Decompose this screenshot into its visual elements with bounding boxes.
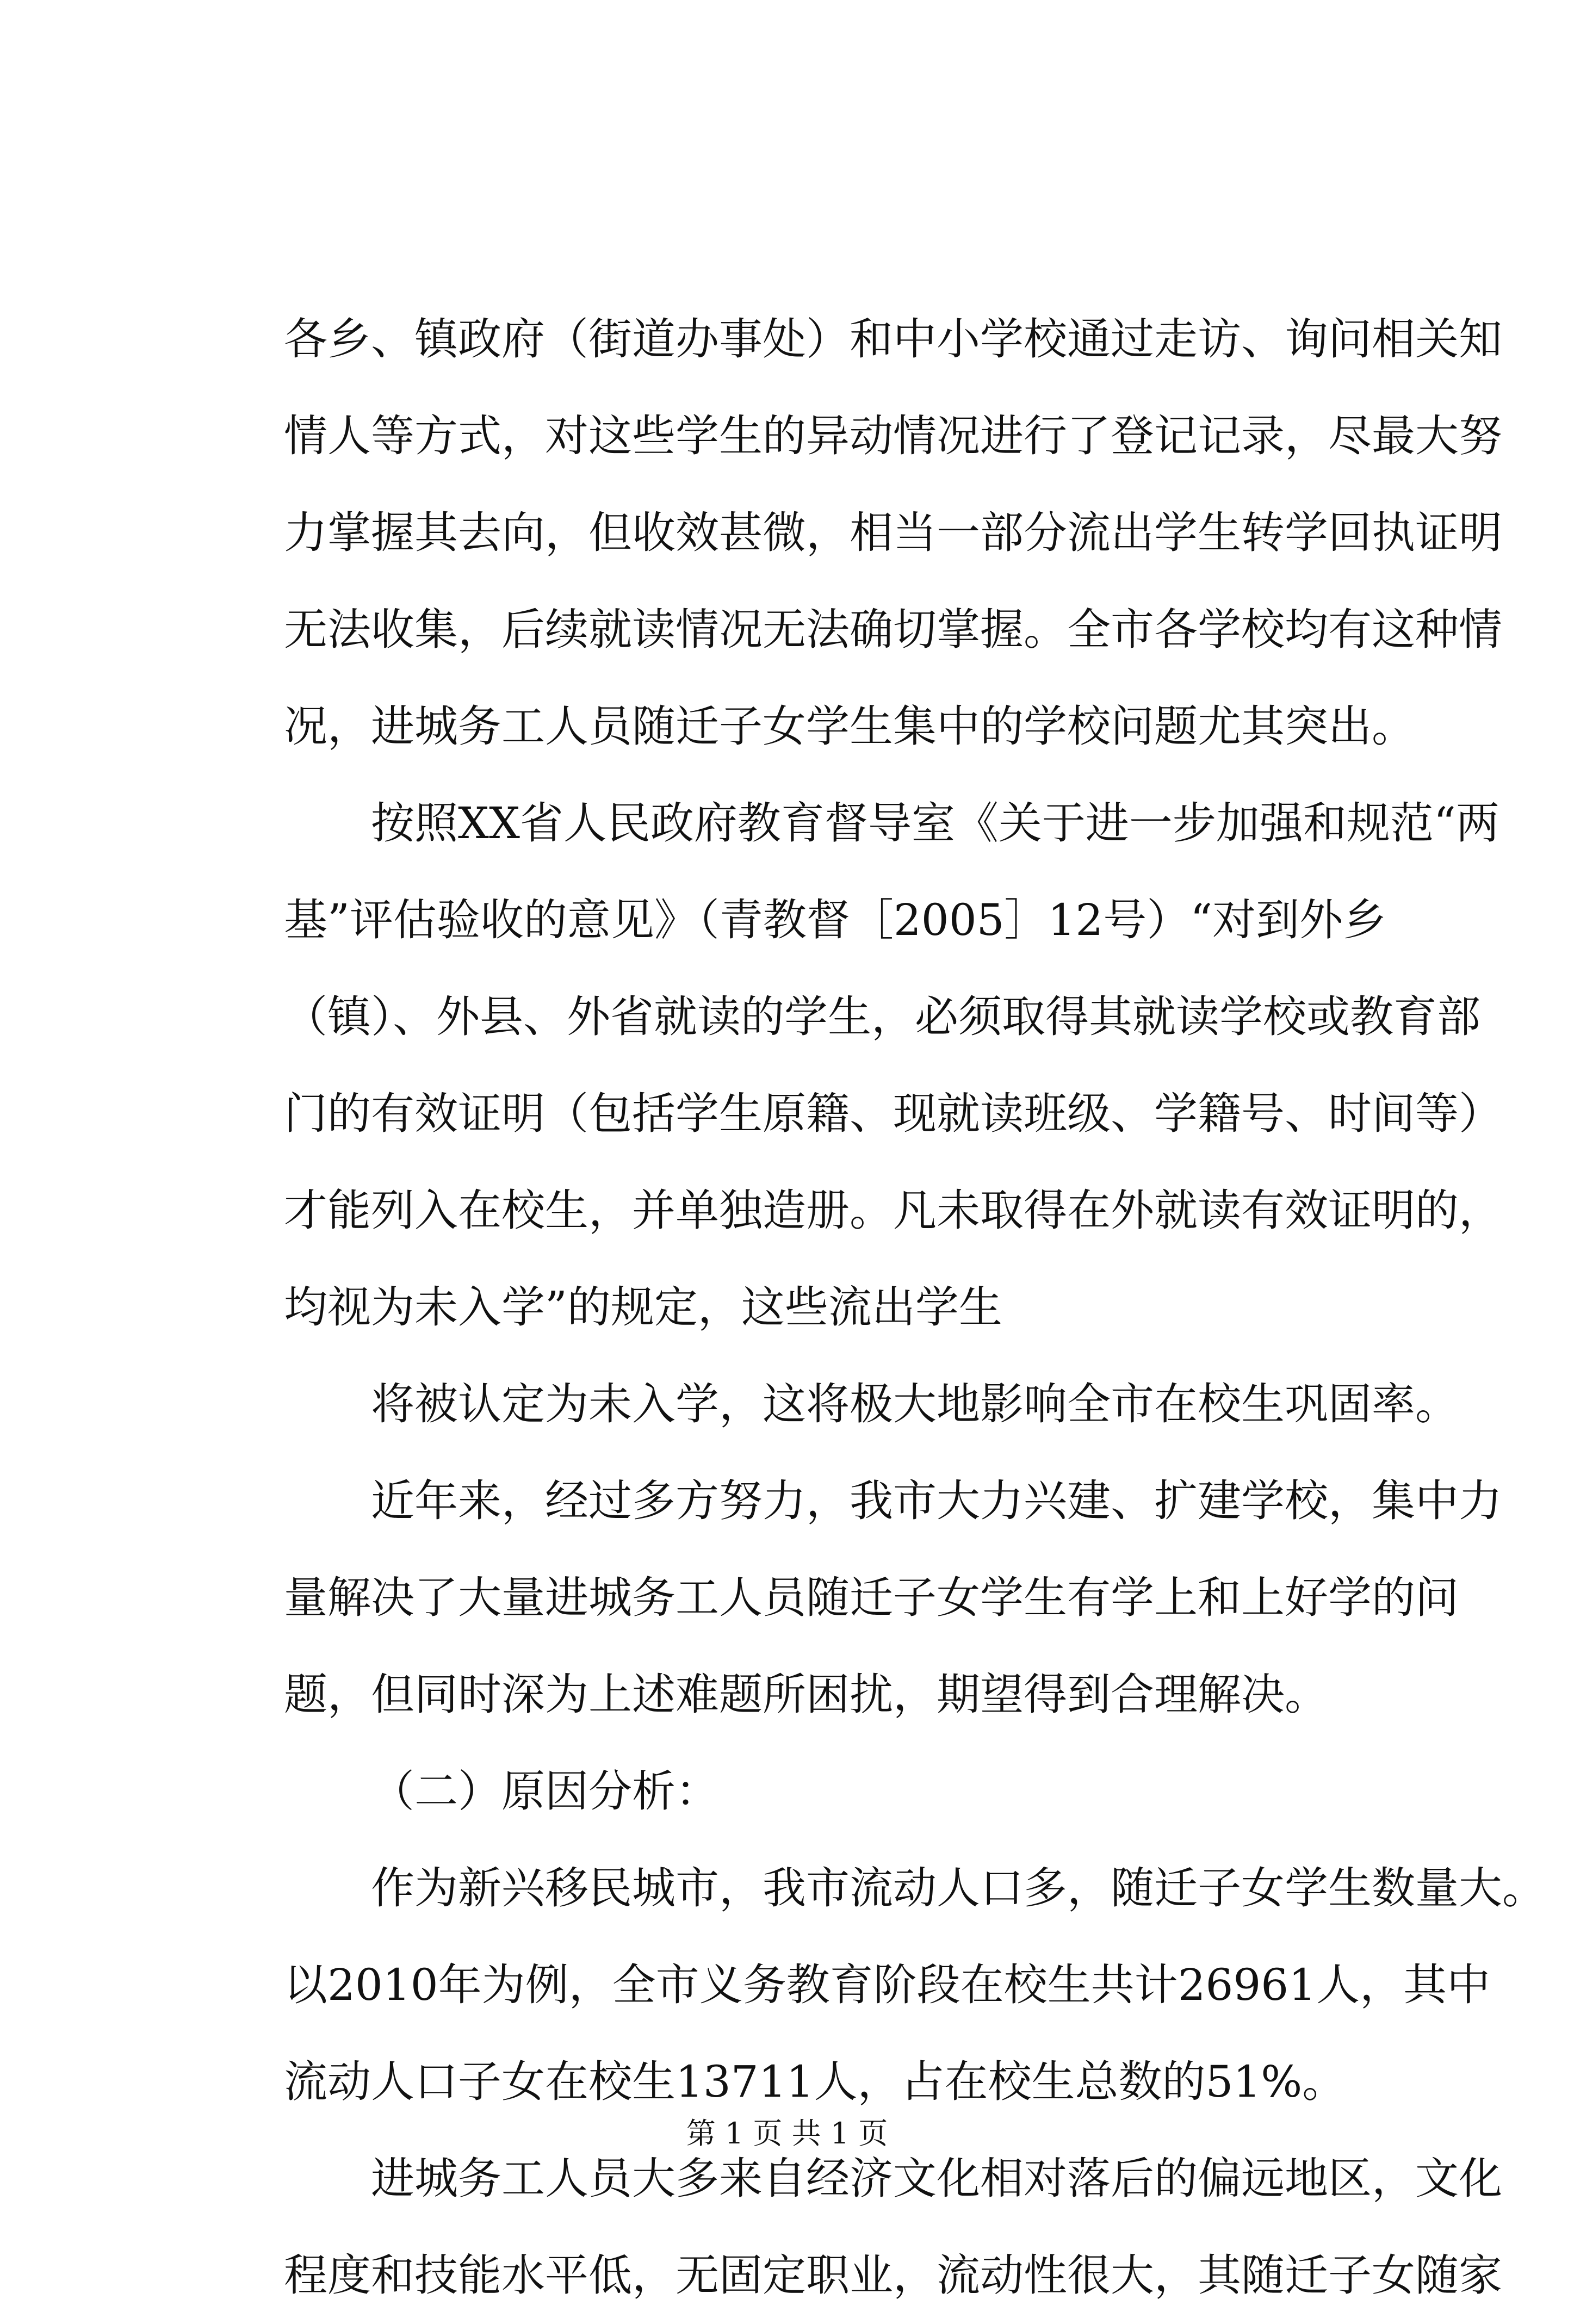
text-line: 各乡、镇政府（街道办事处）和中小学校通过走访、询问相关知 xyxy=(284,314,1502,364)
text-line: （镇）、外县、外省就读的学生，必须取得其就读学校或教育部 xyxy=(284,991,1480,1042)
text-line: 将被认定为未入学，这将极大地影响全市在校生巩固率。 xyxy=(371,1379,1459,1429)
text-line: 才能列入在校生，并单独造册。凡未取得在外就读有效证明的， xyxy=(284,1185,1502,1236)
text-line: 近年来，经过多方努力，我市大力兴建、扩建学校，集中力 xyxy=(371,1476,1502,1526)
section-heading: （二）原因分析： xyxy=(371,1766,719,1817)
text-line: 流动人口子女在校生13711人，占在校生总数的51%。 xyxy=(284,2056,1346,2107)
text-line: 程度和技能水平低，无固定职业，流动性很大，其随迁子女随家 xyxy=(284,2250,1502,2301)
text-line: 无法收集，后续就读情况无法确切掌握。全市各学校均有这种情 xyxy=(284,604,1502,655)
text-line: 门的有效证明（包括学生原籍、现就读班级、学籍号、时间等） xyxy=(284,1088,1502,1139)
text-line: 力掌握其去向，但收效甚微，相当一部分流出学生转学回执证明 xyxy=(284,507,1502,558)
text-line: 进城务工人员大多来自经济文化相对落后的偏远地区，文化 xyxy=(371,2153,1502,2204)
text-line: 作为新兴移民城市，我市流动人口多，随迁子女学生数量大。 xyxy=(371,1863,1546,1913)
text-line: 情人等方式，对这些学生的异动情况进行了登记记录，尽最大努 xyxy=(284,411,1502,461)
text-line: 以2010年为例，全市义务教育阶段在校生共计26961人，其中 xyxy=(284,1960,1491,2010)
text-line: 题，但同时深为上述难题所困扰，期望得到合理解决。 xyxy=(284,1669,1328,1720)
text-line: 均视为未入学”的规定，这些流出学生 xyxy=(284,1282,1002,1333)
document-body xyxy=(284,291,1546,2324)
page-footer: 第 1 页 共 1 页 xyxy=(686,2116,888,2151)
text-line: 基”评估验收的意见》（青教督［2005］12号）“对到外乡 xyxy=(284,895,1387,945)
text-line: 况，进城务工人员随迁子女学生集中的学校问题尤其突出。 xyxy=(284,701,1415,752)
text-line: 量解决了大量进城务工人员随迁子女学生有学上和上好学的问 xyxy=(284,1572,1459,1623)
text-line: 按照XX省人民政府教育督导室《关于进一步加强和规范“两 xyxy=(371,798,1499,848)
